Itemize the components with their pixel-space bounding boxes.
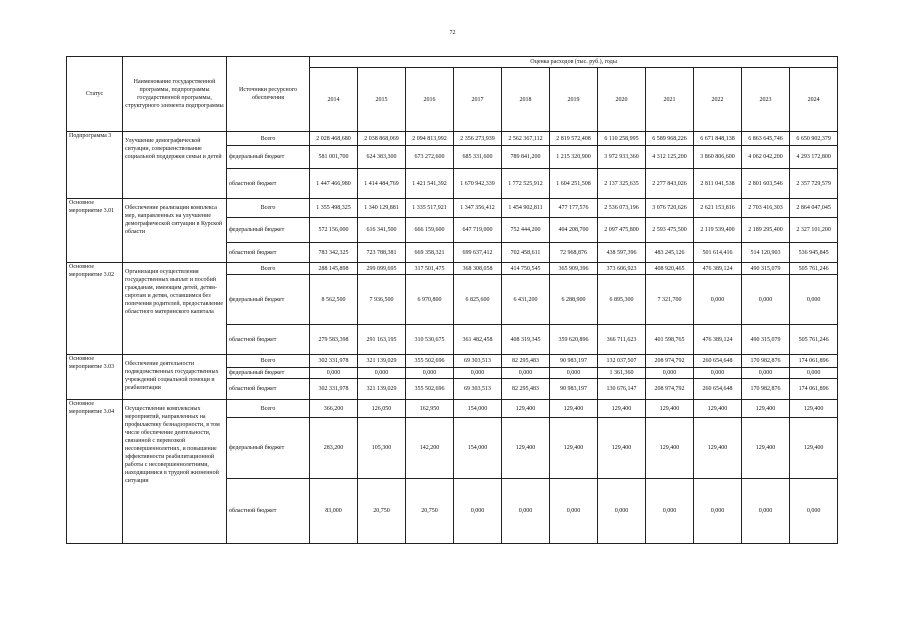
- value-cell: 0,000: [742, 275, 790, 325]
- value-cell: 501 614,416: [694, 243, 742, 263]
- value-cell: 624 383,300: [358, 146, 406, 169]
- value-cell: 401 598,765: [646, 325, 694, 355]
- value-cell: 6 895,300: [598, 275, 646, 325]
- value-cell: 2 819 572,408: [550, 132, 598, 146]
- value-cell: 321 139,029: [358, 379, 406, 400]
- value-cell: 129,400: [742, 400, 790, 418]
- row-source: областной бюджет: [227, 325, 310, 355]
- row-source: областной бюджет: [227, 379, 310, 400]
- value-cell: 2 703 416,303: [742, 199, 790, 218]
- header-year: 2018: [502, 68, 550, 132]
- row-source: федеральный бюджет: [227, 418, 310, 479]
- value-cell: 82 295,483: [502, 379, 550, 400]
- value-cell: 0,000: [790, 368, 838, 379]
- value-cell: 6 589 968,226: [646, 132, 694, 146]
- value-cell: 414 750,545: [502, 263, 550, 275]
- value-cell: 2 097 475,800: [598, 218, 646, 243]
- value-cell: 82 295,483: [502, 355, 550, 368]
- value-cell: 302 331,978: [310, 379, 358, 400]
- value-cell: 2 028 468,680: [310, 132, 358, 146]
- value-cell: 7 321,700: [646, 275, 694, 325]
- value-cell: 361 482,458: [454, 325, 502, 355]
- value-cell: 6 650 902,379: [790, 132, 838, 146]
- value-cell: 0,000: [790, 479, 838, 544]
- value-cell: 310 530,675: [406, 325, 454, 355]
- header-year: 2020: [598, 68, 646, 132]
- value-cell: 6 970,800: [406, 275, 454, 325]
- value-cell: 20,750: [406, 479, 454, 544]
- value-cell: 3 860 806,600: [694, 146, 742, 169]
- row-status: Основное мероприятие 3.04: [67, 400, 123, 544]
- value-cell: 4 293 172,800: [790, 146, 838, 169]
- table-row: [67, 199, 838, 218]
- value-cell: 1 421 541,392: [406, 169, 454, 199]
- table-row: [67, 355, 838, 368]
- row-source: областной бюджет: [227, 243, 310, 263]
- value-cell: 90 983,197: [550, 355, 598, 368]
- value-cell: 6 288,900: [550, 275, 598, 325]
- row-name: Обеспечение реализации комплекса мер, направленных на улучшение демографической ситуации в Курской области: [123, 199, 227, 263]
- row-source: Всего: [227, 400, 310, 418]
- header-source: Источники ресурсного обеспечения: [227, 57, 310, 132]
- value-cell: 483 245,126: [646, 243, 694, 263]
- value-cell: 170 982,876: [742, 355, 790, 368]
- value-cell: 1 772 525,912: [502, 169, 550, 199]
- header-year: 2019: [550, 68, 598, 132]
- value-cell: 1 670 942,339: [454, 169, 502, 199]
- value-cell: 6 431,200: [502, 275, 550, 325]
- row-source: Всего: [227, 355, 310, 368]
- header-year: 2015: [358, 68, 406, 132]
- row-name: Организация осуществления государственных выплат и пособий гражданам, имеющим детей, детям-сиротам и детям, оставшимся без попечения родителей, предоставление областного материнского капитала: [123, 263, 227, 355]
- header-year: 2016: [406, 68, 454, 132]
- value-cell: 1 447 466,980: [310, 169, 358, 199]
- value-cell: 8 562,500: [310, 275, 358, 325]
- value-cell: 302 331,978: [310, 355, 358, 368]
- value-cell: 0,000: [646, 479, 694, 544]
- value-cell: 129,400: [694, 400, 742, 418]
- table-row: [67, 132, 838, 146]
- value-cell: 408 319,345: [502, 325, 550, 355]
- value-cell: 4 312 125,200: [646, 146, 694, 169]
- value-cell: 1 361,360: [598, 368, 646, 379]
- value-cell: 142,200: [406, 418, 454, 479]
- table-row: [67, 400, 838, 418]
- value-cell: 3 076 720,626: [646, 199, 694, 218]
- value-cell: 408 920,465: [646, 263, 694, 275]
- value-cell: 299 099,695: [358, 263, 406, 275]
- value-cell: 0,000: [454, 368, 502, 379]
- value-cell: 3 972 933,360: [598, 146, 646, 169]
- value-cell: 0,000: [790, 275, 838, 325]
- value-cell: 0,000: [550, 368, 598, 379]
- value-cell: 666 159,600: [406, 218, 454, 243]
- value-cell: 1 347 356,412: [454, 199, 502, 218]
- value-cell: 2 356 273,939: [454, 132, 502, 146]
- value-cell: 317 501,475: [406, 263, 454, 275]
- value-cell: 129,400: [646, 418, 694, 479]
- value-cell: 2 593 475,500: [646, 218, 694, 243]
- row-status: Основное мероприятие 3.01: [67, 199, 123, 263]
- value-cell: 129,400: [694, 418, 742, 479]
- value-cell: 1 414 484,769: [358, 169, 406, 199]
- row-source: Всего: [227, 132, 310, 146]
- value-cell: 162,950: [406, 400, 454, 418]
- value-cell: 7 936,500: [358, 275, 406, 325]
- value-cell: 438 597,396: [598, 243, 646, 263]
- value-cell: 723 788,381: [358, 243, 406, 263]
- value-cell: 536 945,845: [790, 243, 838, 263]
- value-cell: 6 863 645,746: [742, 132, 790, 146]
- row-name: Обеспечение деятельности подведомственных государственных учреждений социальной помощи и реабилитации: [123, 355, 227, 400]
- value-cell: 129,400: [790, 418, 838, 479]
- row-source: федеральный бюджет: [227, 146, 310, 169]
- value-cell: 0,000: [694, 368, 742, 379]
- value-cell: 4 062 042,200: [742, 146, 790, 169]
- value-cell: 0,000: [502, 479, 550, 544]
- value-cell: 288 145,898: [310, 263, 358, 275]
- value-cell: 514 120,903: [742, 243, 790, 263]
- value-cell: 105,300: [358, 418, 406, 479]
- value-cell: 6 110 258,995: [598, 132, 646, 146]
- row-source: областной бюджет: [227, 169, 310, 199]
- row-status: Основное мероприятие 3.03: [67, 355, 123, 400]
- value-cell: 291 163,195: [358, 325, 406, 355]
- value-cell: 0,000: [742, 368, 790, 379]
- header-year: 2014: [310, 68, 358, 132]
- value-cell: 476 389,124: [694, 325, 742, 355]
- value-cell: 783 342,325: [310, 243, 358, 263]
- value-cell: 505 761,246: [790, 263, 838, 275]
- value-cell: 1 335 517,921: [406, 199, 454, 218]
- value-cell: 505 761,246: [790, 325, 838, 355]
- row-source: федеральный бюджет: [227, 368, 310, 379]
- header-year: 2024: [790, 68, 838, 132]
- value-cell: 0,000: [694, 275, 742, 325]
- row-status: Основное мероприятие 3.02: [67, 263, 123, 355]
- value-cell: 2 864 047,045: [790, 199, 838, 218]
- value-cell: 208 974,792: [646, 355, 694, 368]
- value-cell: 129,400: [790, 400, 838, 418]
- value-cell: 1 355 498,325: [310, 199, 358, 218]
- value-cell: 359 620,896: [550, 325, 598, 355]
- value-cell: 752 444,200: [502, 218, 550, 243]
- value-cell: 2 094 813,992: [406, 132, 454, 146]
- row-source: федеральный бюджет: [227, 275, 310, 325]
- value-cell: 208 974,792: [646, 379, 694, 400]
- value-cell: 647 719,000: [454, 218, 502, 243]
- header-status: Статус: [67, 57, 123, 132]
- value-cell: 283,200: [310, 418, 358, 479]
- header-estimate: Оценка расходов (тыс. руб.), годы: [310, 57, 838, 68]
- value-cell: 1 454 902,811: [502, 199, 550, 218]
- header-year: 2021: [646, 68, 694, 132]
- header-year: 2022: [694, 68, 742, 132]
- value-cell: 279 583,398: [310, 325, 358, 355]
- value-cell: 490 315,079: [742, 325, 790, 355]
- value-cell: 366,200: [310, 400, 358, 418]
- value-cell: 0,000: [502, 368, 550, 379]
- value-cell: 2 277 843,026: [646, 169, 694, 199]
- value-cell: 572 156,000: [310, 218, 358, 243]
- value-cell: 130 676,147: [598, 379, 646, 400]
- value-cell: 0,000: [358, 368, 406, 379]
- value-cell: 789 841,200: [502, 146, 550, 169]
- value-cell: 129,400: [502, 418, 550, 479]
- value-cell: 0,000: [646, 368, 694, 379]
- value-cell: 2 801 603,546: [742, 169, 790, 199]
- value-cell: 260 654,648: [694, 355, 742, 368]
- value-cell: 702 458,611: [502, 243, 550, 263]
- value-cell: 129,400: [742, 418, 790, 479]
- value-cell: 1 604 251,508: [550, 169, 598, 199]
- value-cell: 126,050: [358, 400, 406, 418]
- value-cell: 69 303,513: [454, 379, 502, 400]
- value-cell: 699 637,412: [454, 243, 502, 263]
- value-cell: 6 671 848,138: [694, 132, 742, 146]
- value-cell: 2 137 325,635: [598, 169, 646, 199]
- value-cell: 129,400: [502, 400, 550, 418]
- value-cell: 2 038 868,069: [358, 132, 406, 146]
- value-cell: 2 536 073,196: [598, 199, 646, 218]
- header-year: 2023: [742, 68, 790, 132]
- value-cell: 2 562 367,112: [502, 132, 550, 146]
- value-cell: 355 502,696: [406, 355, 454, 368]
- value-cell: 368 308,058: [454, 263, 502, 275]
- budget-table: [66, 56, 838, 544]
- value-cell: 174 061,896: [790, 355, 838, 368]
- value-cell: 2 189 295,400: [742, 218, 790, 243]
- value-cell: 260 654,648: [694, 379, 742, 400]
- row-source: Всего: [227, 263, 310, 275]
- value-cell: 365 909,396: [550, 263, 598, 275]
- value-cell: 490 315,079: [742, 263, 790, 275]
- value-cell: 373 606,923: [598, 263, 646, 275]
- value-cell: 0,000: [550, 479, 598, 544]
- value-cell: 0,000: [454, 479, 502, 544]
- value-cell: 477 177,576: [550, 199, 598, 218]
- value-cell: 321 139,029: [358, 355, 406, 368]
- value-cell: 2 357 729,579: [790, 169, 838, 199]
- value-cell: 154,000: [454, 418, 502, 479]
- value-cell: 669 358,321: [406, 243, 454, 263]
- value-cell: 69 303,513: [454, 355, 502, 368]
- row-name: Улучшение демографической ситуации, совершенствование социальной поддержки семьи и детей: [123, 132, 227, 199]
- value-cell: 1 340 129,881: [358, 199, 406, 218]
- value-cell: 476 389,124: [694, 263, 742, 275]
- row-name: Осуществление комплексных мероприятий, направленных на профилактику безнадзорности, в том числе обеспечение деятельности, связанной с перевозкой несовершеннолетних, и повышение эффективности реабилитационной работы с несовершеннолетними, находящимися в трудной жизненной ситуации: [123, 400, 227, 544]
- value-cell: 366 711,623: [598, 325, 646, 355]
- value-cell: 72 968,876: [550, 243, 598, 263]
- value-cell: 2 119 539,400: [694, 218, 742, 243]
- page-number: 72: [449, 30, 456, 36]
- header-name: Наименование государственной программы, подпрограммы государственной программы, структурного элемента подпрограммы: [123, 57, 227, 132]
- value-cell: 581 001,700: [310, 146, 358, 169]
- value-cell: 20,750: [358, 479, 406, 544]
- value-cell: 83,000: [310, 479, 358, 544]
- table-row: [67, 263, 838, 275]
- row-status: Подпрограмма 3: [67, 132, 123, 199]
- value-cell: 616 341,500: [358, 218, 406, 243]
- row-source: федеральный бюджет: [227, 218, 310, 243]
- value-cell: 90 983,197: [550, 379, 598, 400]
- value-cell: 174 061,896: [790, 379, 838, 400]
- value-cell: 0,000: [598, 479, 646, 544]
- value-cell: 2 327 101,200: [790, 218, 838, 243]
- row-source: Всего: [227, 199, 310, 218]
- value-cell: 6 825,600: [454, 275, 502, 325]
- value-cell: 129,400: [598, 418, 646, 479]
- value-cell: 0,000: [406, 368, 454, 379]
- value-cell: 2 621 153,816: [694, 199, 742, 218]
- value-cell: 1 215 320,900: [550, 146, 598, 169]
- value-cell: 129,400: [550, 400, 598, 418]
- value-cell: 355 502,696: [406, 379, 454, 400]
- value-cell: 685 331,600: [454, 146, 502, 169]
- value-cell: 170 982,876: [742, 379, 790, 400]
- value-cell: 0,000: [742, 479, 790, 544]
- value-cell: 129,400: [646, 400, 694, 418]
- value-cell: 404 208,700: [550, 218, 598, 243]
- value-cell: 129,400: [550, 418, 598, 479]
- value-cell: 154,000: [454, 400, 502, 418]
- value-cell: 0,000: [694, 479, 742, 544]
- header-year: 2017: [454, 68, 502, 132]
- value-cell: 673 272,600: [406, 146, 454, 169]
- value-cell: 132 037,507: [598, 355, 646, 368]
- value-cell: 129,400: [598, 400, 646, 418]
- row-source: областной бюджет: [227, 479, 310, 544]
- value-cell: 2 811 041,538: [694, 169, 742, 199]
- value-cell: 0,000: [310, 368, 358, 379]
